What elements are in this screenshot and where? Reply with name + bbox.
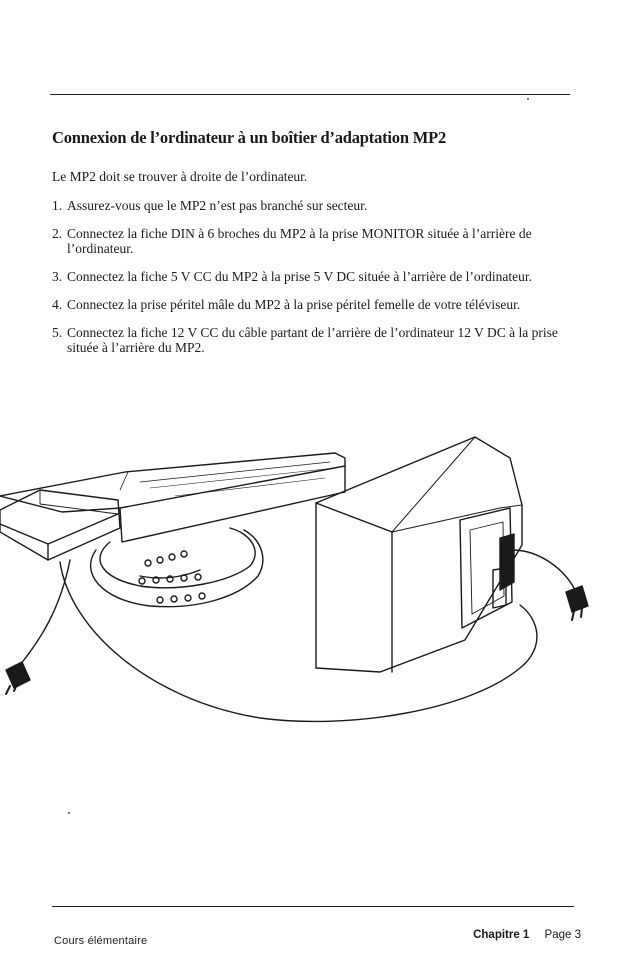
page-title: Connexion de l’ordinateur à un boîtier d’adaptation MP2 — [52, 128, 447, 147]
footer-chapter: Chapitre 1 — [473, 929, 530, 941]
computer-drawing — [0, 453, 345, 542]
list-item — [52, 325, 582, 355]
step-number: 3. — [52, 269, 63, 284]
step-text: Connectez la prise péritel mâle du MP2 à la prise péritel femelle de votre téléviseur. — [67, 297, 521, 312]
list-item — [52, 269, 582, 284]
list-item — [52, 297, 582, 312]
intro-text: Le MP2 doit se trouver à droite de l’ordinateur. — [52, 169, 308, 184]
television-drawing — [316, 437, 522, 672]
footer-course-name: Cours élémentaire — [54, 935, 148, 947]
print-speck — [68, 812, 70, 814]
step-number: 5. — [52, 325, 63, 340]
list-item — [52, 198, 582, 213]
right-power-plug-icon — [512, 550, 588, 620]
steps-list — [52, 198, 582, 355]
footer-page-info — [473, 929, 581, 941]
connection-illustration — [0, 400, 619, 730]
step-number: 1. — [52, 198, 63, 213]
bottom-rule — [52, 906, 574, 907]
step-text: Connectez la fiche 5 V CC du MP2 à la prise 5 V DC située à l’arrière de l’ordinateur. — [67, 269, 533, 284]
left-power-plug-icon — [6, 560, 70, 694]
list-item — [52, 226, 582, 256]
cable-bundle-drawing — [91, 528, 263, 607]
step-text: Assurez-vous que le MP2 n’est pas branché sur secteur. — [67, 198, 368, 213]
peritel-cable — [60, 562, 537, 721]
step-number: 2. — [52, 226, 63, 241]
footer-page-number: Page 3 — [544, 929, 581, 941]
step-text: Connectez la fiche 12 V CC du câble partant de l’arrière de l’ordinateur 12 V DC à la prise située à l’arrière du MP2. — [67, 325, 558, 355]
step-text: Connectez la fiche DIN à 6 broches du MP2 à la prise MONITOR située à l’arrière de l’ordinateur. — [67, 226, 532, 256]
print-speck — [527, 98, 529, 100]
top-rule — [50, 94, 570, 95]
step-number: 4. — [52, 297, 63, 312]
